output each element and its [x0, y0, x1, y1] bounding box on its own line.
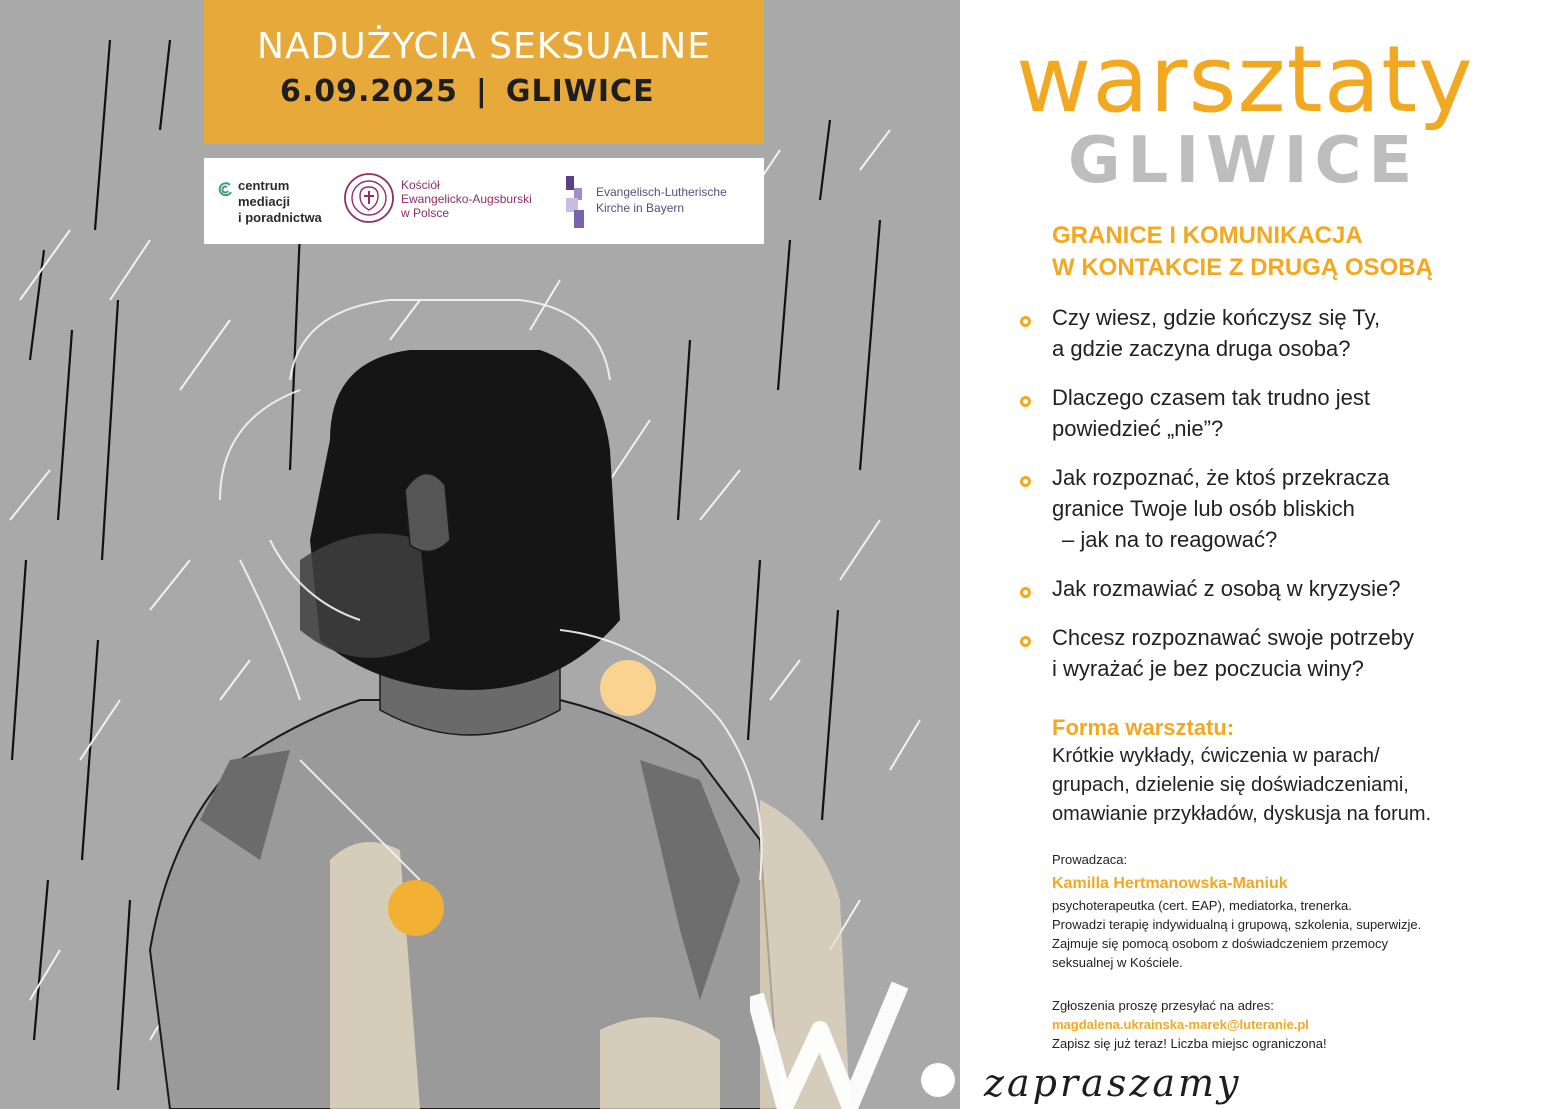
logo-centrum-mediacji [216, 178, 322, 226]
logo-centrum-line3: i poradnictwa [238, 210, 322, 225]
info-panel [960, 0, 1568, 1109]
question-line: powiedzieć „nie”? [1052, 416, 1224, 441]
question-line: Dlaczego czasem tak trudno jest [1052, 385, 1370, 410]
list-item [1020, 302, 1550, 364]
question-line: Chcesz rozpoznawać swoje potrzeby [1052, 625, 1414, 650]
question-line: Jak rozpoznać, że ktoś przekracza [1052, 465, 1390, 490]
leader-bio-line: psychoterapeutka (cert. EAP), mediatorka, trenerka. [1052, 898, 1352, 913]
workshop-title: warsztaty [1016, 26, 1474, 133]
question-line: granice Twoje lub osób bliskich [1052, 496, 1355, 521]
event-date-city [280, 74, 655, 109]
spiral-icon [216, 180, 234, 198]
logo-kosciol-line3: w Polsce [401, 206, 450, 220]
list-item [1020, 622, 1550, 684]
bullet-icon [1020, 587, 1031, 598]
cross-blocks-icon [566, 176, 586, 228]
workshop-city: GLIWICE [1068, 124, 1420, 198]
form-description [1052, 742, 1431, 829]
ear-shape [405, 474, 450, 552]
logo-elkb [566, 176, 727, 228]
question-line: Jak rozmawiać z osobą w kryzysie? [1052, 576, 1401, 601]
list-item [1020, 573, 1550, 604]
list-item [1020, 382, 1550, 444]
luther-rose-icon [343, 172, 395, 224]
logo-kosciol-line2: Ewangelicko-Augsburski [401, 192, 532, 206]
event-date: 6.09.2025 [280, 74, 458, 109]
signup-cta: Zapisz się już teraz! Liczba miejsc ograniczona! [1052, 1036, 1327, 1051]
leader-name: Kamilla Hertmanowska-Maniuk [1052, 875, 1288, 892]
logo-elkb-line2: Kirche in Bayern [596, 201, 685, 215]
leader-bio-line: seksualnej w Kościele. [1052, 955, 1183, 970]
partner-logos [204, 158, 764, 244]
form-line: omawianie przykładów, dyskusja na forum. [1052, 803, 1432, 825]
event-banner [204, 0, 764, 144]
leader-bio [1052, 896, 1421, 972]
form-line: Krótkie wykłady, ćwiczenia w parach/ [1052, 745, 1380, 767]
topic-line1: GRANICE I KOMUNIKACJA [1052, 222, 1363, 249]
leader-bio-line: Prowadzi terapię indywidualną i grupową, szkolenia, superwizje. [1052, 917, 1422, 932]
invite-script: zapraszamy [984, 1061, 1242, 1105]
orange-dot [388, 880, 444, 936]
form-title: Forma warsztatu: [1052, 715, 1235, 740]
logo-elkb-line1: Evangelisch-Lutherische [596, 185, 727, 199]
question-line: Czy wiesz, gdzie kończysz się Ty, [1052, 305, 1381, 330]
form-line: grupach, dzielenie się doświadczeniami, [1052, 774, 1409, 796]
event-title: NADUŻYCIA SEKSUALNE [257, 26, 711, 67]
signup-instruction: Zgłoszenia proszę przesyłać na adres: [1052, 998, 1274, 1013]
question-line: a gdzie zaczyna druga osoba? [1052, 336, 1351, 361]
bullet-icon [1020, 316, 1031, 327]
workshop-topic [1052, 220, 1433, 284]
logo-centrum-line2: mediacji [238, 194, 291, 209]
event-separator: | [475, 74, 488, 109]
topic-line2: W KONTAKCIE Z DRUGĄ OSOBĄ [1052, 254, 1433, 281]
leader-label: Prowadzaca: [1052, 852, 1128, 867]
logo-centrum-line1: centrum [238, 178, 290, 193]
question-line: i wyrażać je bez poczucia winy? [1052, 656, 1364, 681]
signup-info [1052, 996, 1327, 1053]
bullet-icon [1020, 476, 1031, 487]
event-city: GLIWICE [505, 74, 655, 109]
logo-kosciol-line1: Kościół [401, 178, 440, 192]
question-line: – jak na to reagować? [1062, 527, 1278, 552]
light-orange-dot [600, 660, 656, 716]
leader-bio-line: Zajmuje się pomocą osobom z doświadczeniem przemocy [1052, 936, 1388, 951]
bullet-icon [1020, 636, 1031, 647]
logo-kosciol [343, 172, 532, 224]
question-list [1020, 302, 1550, 702]
bullet-icon [1020, 396, 1031, 407]
list-item [1020, 462, 1550, 555]
w-logo-mark [750, 980, 960, 1109]
signup-email-link[interactable]: magdalena.ukrainska-marek@luteranie.pl [1052, 1017, 1309, 1032]
